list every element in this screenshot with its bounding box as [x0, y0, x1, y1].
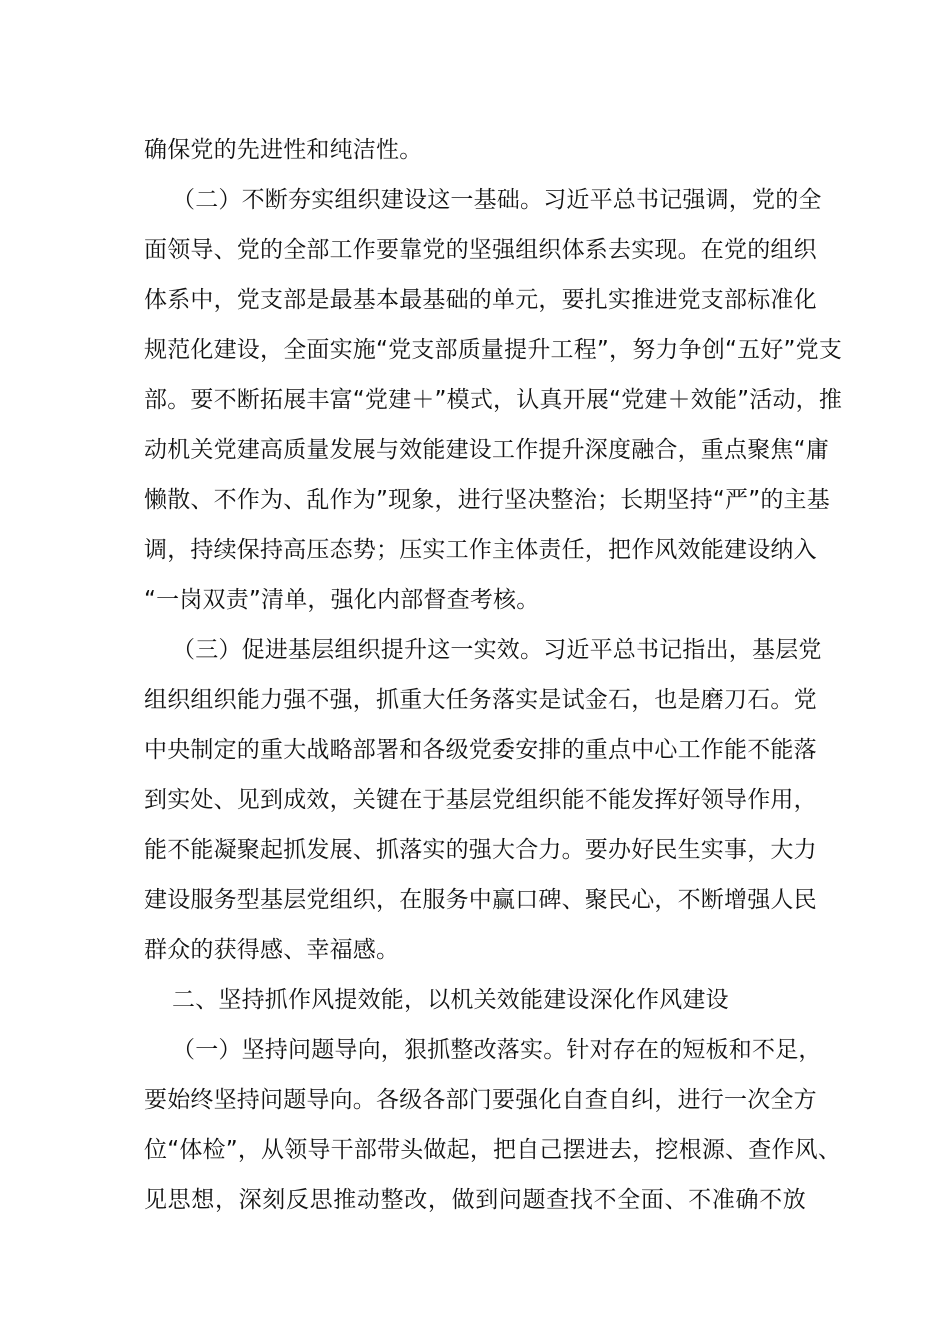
- text-line: 群众的获得感、幸福感。: [144, 937, 400, 963]
- text-line: 规范化建设，全面实施“党支部质量提升工程”，努力争创“五好”党支: [144, 337, 843, 363]
- text-line: 调，持续保持高压态势；压实工作主体责任，把作风效能建设纳入: [144, 537, 817, 563]
- text-line: 中央制定的重大战略部署和各级党委安排的重点中心工作能不能落: [144, 737, 817, 763]
- text-line: 位“体检”，从领导干部带头做起，把自己摆进去，挖根源、查作风、: [144, 1137, 842, 1163]
- text-line: 部。要不断拓展丰富“党建＋”模式，认真开展“党建＋效能”活动，推: [144, 387, 843, 413]
- text-line: 组织组织能力强不强，抓重大任务落实是试金石，也是磨刀石。党: [144, 687, 817, 713]
- text-line: 体系中，党支部是最基本最基础的单元，要扎实推进党支部标准化: [144, 287, 817, 313]
- text-line: 到实处、见到成效，关键在于基层党组织能不能发挥好领导作用，: [144, 787, 817, 813]
- paragraph-first-line: （三）促进基层组织提升这一实效。习近平总书记指出，基层党: [172, 637, 822, 663]
- text-line: 懒散、不作为、乱作为”现象，进行坚决整治；长期坚持“严”的主基: [144, 487, 830, 513]
- text-line: 要始终坚持问题导向。各级各部门要强化自查自纠，进行一次全方: [144, 1087, 817, 1113]
- text-line: 见思想，深刻反思推动整改，做到问题查找不全面、不准确不放: [144, 1187, 806, 1213]
- text-line: 面领导、党的全部工作要靠党的坚强组织体系去实现。在党的组织: [144, 237, 817, 263]
- paragraph-first-line: （一）坚持问题导向，狠抓整改落实。针对存在的短板和不足，: [172, 1037, 822, 1063]
- text-line: 动机关党建高质量发展与效能建设工作提升深度融合，重点聚焦“庸: [144, 437, 829, 463]
- text-line: 建设服务型基层党组织，在服务中赢口碑、聚民心，不断增强人民: [144, 887, 817, 913]
- section-heading: 二、坚持抓作风提效能，以机关效能建设深化作风建设: [172, 987, 729, 1013]
- text-line: “一岗双责”清单，强化内部督查考核。: [144, 587, 540, 613]
- text-line: 确保党的先进性和纯洁性。: [144, 137, 423, 163]
- text-line: 能不能凝聚起抓发展、抓落实的强大合力。要办好民生实事，大力: [144, 837, 817, 863]
- paragraph-first-line: （二）不断夯实组织建设这一基础。习近平总书记强调，党的全: [172, 187, 822, 213]
